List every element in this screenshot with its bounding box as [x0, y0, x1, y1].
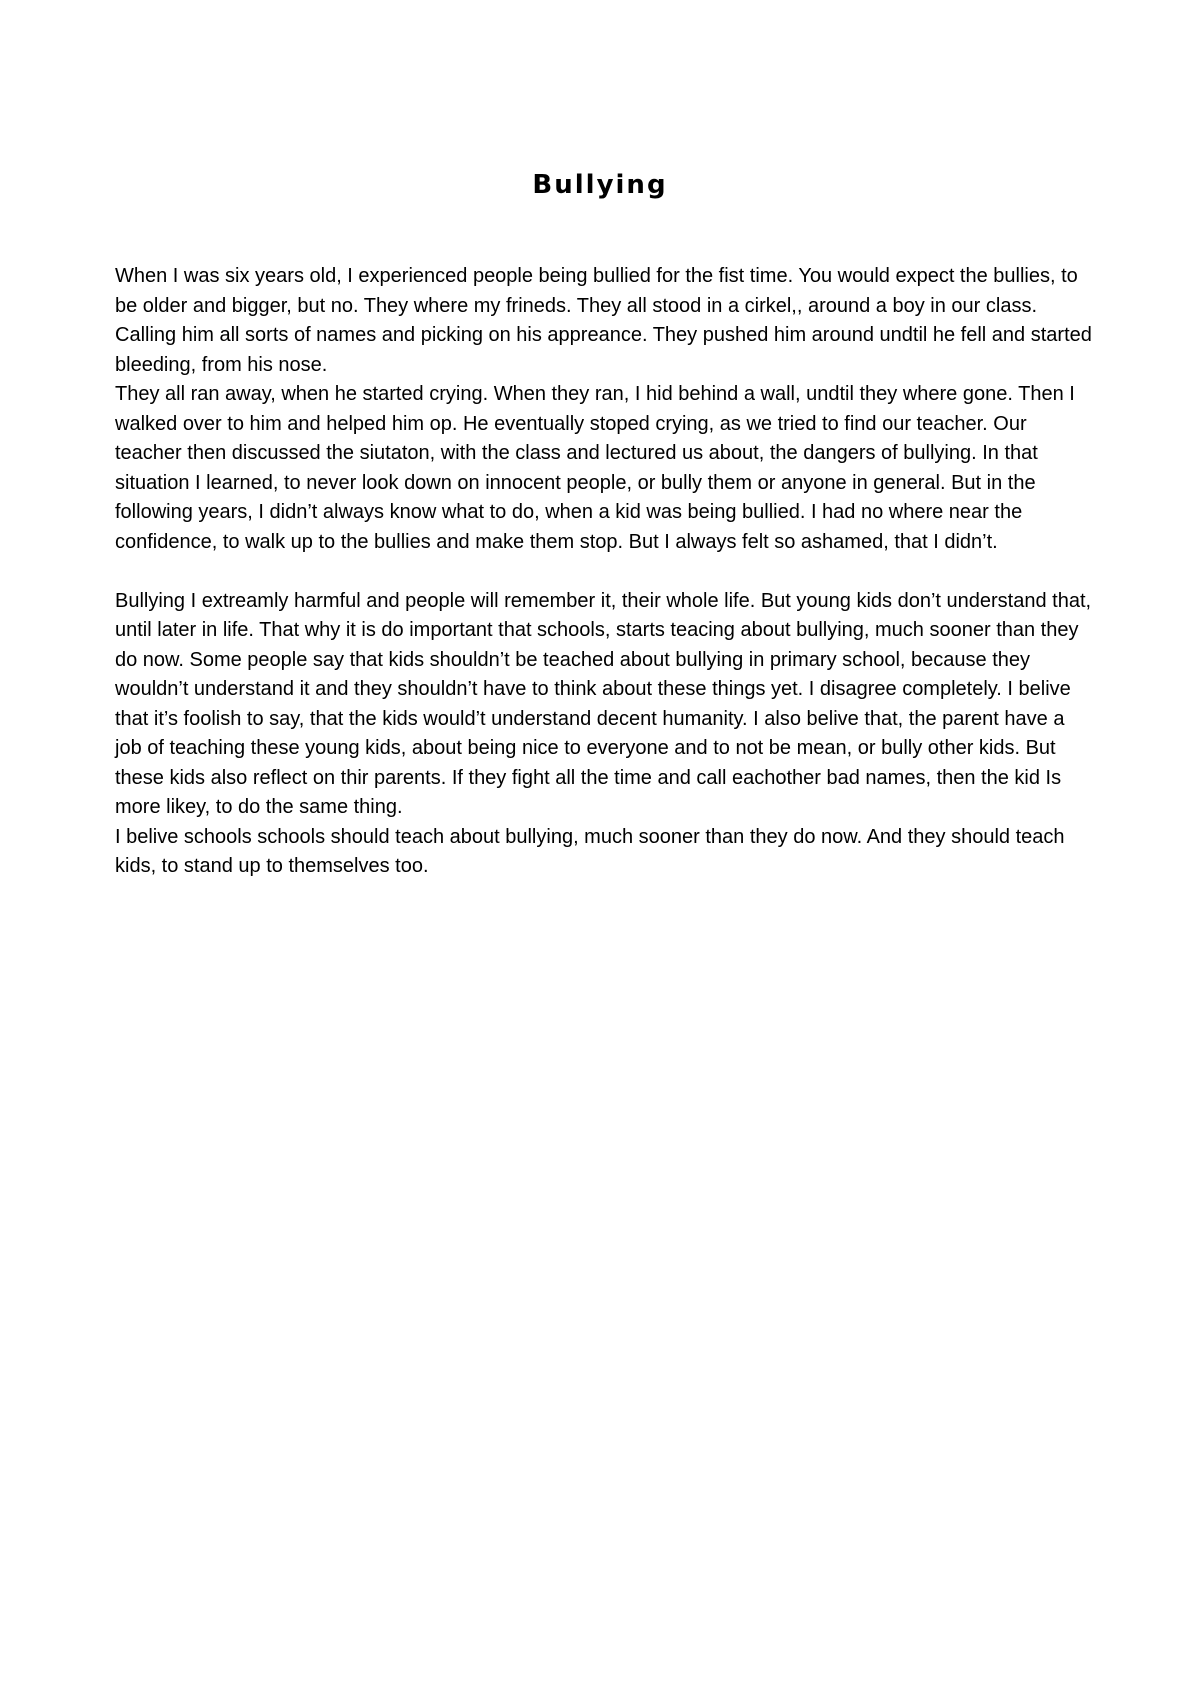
paragraph-spacer — [115, 557, 1095, 587]
paragraph-3: Bullying I extreamly harmful and people will remember it, their whole life. But young kids don’t understand that, until later in life. That why it is do important that schools, starts teacing about bullying, much sooner than they do now. Some people say that kids shouldn’t be teached about bullying in primary school, because they wouldn’t understand it and they shouldn’t have to think about these things yet. I disagree completely. I belive that it’s foolish to say, that the kids would’t understand decent humanity. I also belive that, the parent have a job of teaching these young kids, about being nice to everyone and to not be mean, or bully other kids. But these kids also reflect on thir parents. If they fight all the time and call eachother bad names, then the kid Is more likey, to do the same thing. — [115, 589, 1092, 818]
paragraph-2: They all ran away, when he started crying. When they ran, I hid behind a wall, undtil they where gone. Then I walked over to him and helped him op. He eventually stoped crying, as we tried to find our teacher. Our teacher then discussed the siutaton, with the class and lectured us about, the dangers of bullying. In that situation I learned, to never look down on innocent people, or bully them or anyone in general. But in the following years, I didn’t always know what to do, when a kid was being bullied. I had no where near the confidence, to walk up to the bullies and make them stop. But I always felt so ashamed, that I didn’t. — [115, 383, 1075, 553]
paragraph-4: I belive schools schools should teach about bullying, much sooner than they do now. And they should teach kids, to stand up to themselves too. — [115, 825, 1065, 877]
document-title: Bullying — [532, 170, 668, 200]
paragraph-1: When I was six years old, I experienced people being bullied for the fist time. You would expect the bullies, to be older and bigger, but no. They where my frineds. They all stood in a cirkel,, around a boy in our class. Calling him all sorts of names and picking on his appreance. They pushed him around undtil he fell and started bleeding, from his nose. — [115, 265, 1092, 376]
document-body — [115, 262, 1095, 882]
